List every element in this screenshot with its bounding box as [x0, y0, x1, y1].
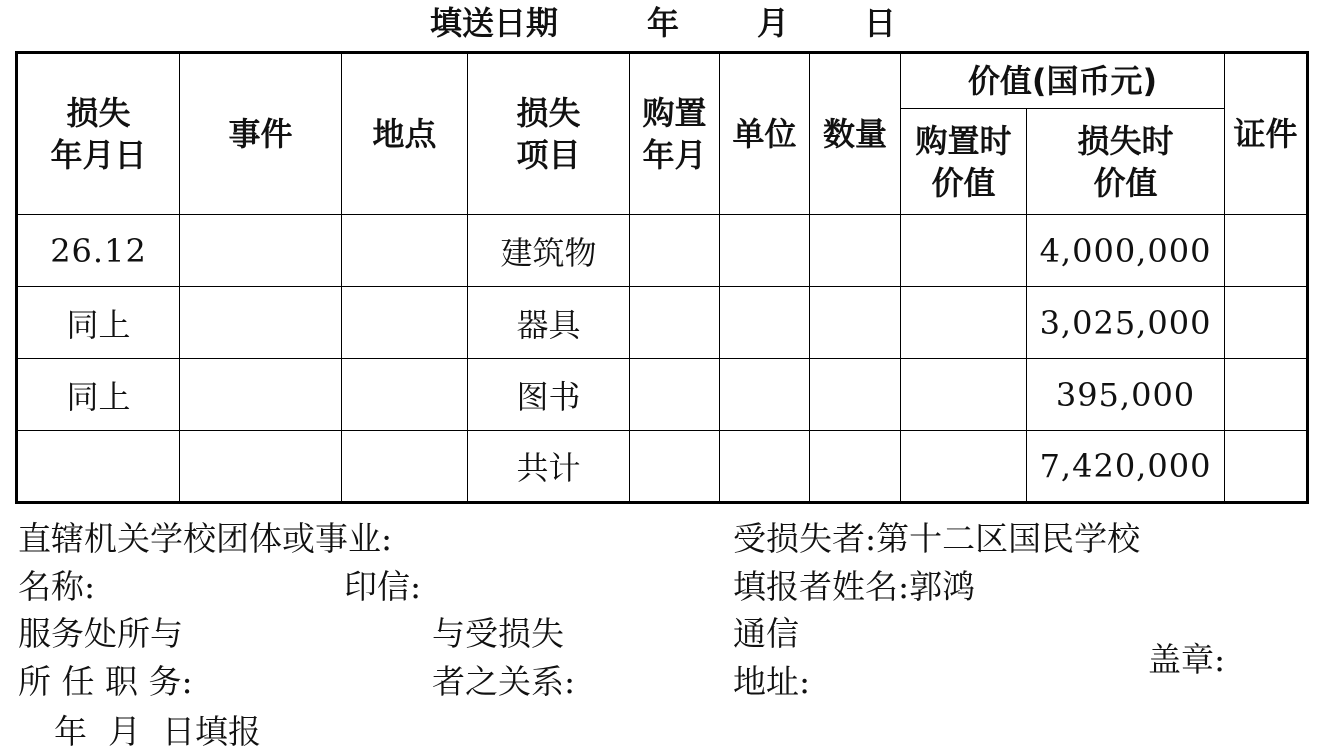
org-label: 直辖机关学校团体或事业:: [18, 519, 393, 558]
header-value-group: 价值(国币元): [901, 53, 1225, 109]
cell-loss-value: 395,000: [1027, 359, 1225, 431]
cell-location: [342, 431, 468, 503]
cell-certificate: [1225, 215, 1308, 287]
cell-purchase-value: [901, 359, 1027, 431]
cell-purchase-value: [901, 431, 1027, 503]
cell-purchase-value: [901, 287, 1027, 359]
cell-unit: [720, 287, 810, 359]
report-date: 年 月 日填报: [54, 712, 261, 751]
header-purchase-date: 购置 年月: [630, 53, 720, 215]
cell-quantity: [810, 431, 901, 503]
header-certificate: 证件: [1225, 53, 1308, 215]
cell-certificate: [1225, 359, 1308, 431]
fill-date-day: 日: [864, 4, 897, 42]
position-label: 所 任 职 务:: [18, 662, 193, 701]
cell-quantity: [810, 359, 901, 431]
cell-unit: [720, 215, 810, 287]
header-quantity: 数量: [810, 53, 901, 215]
cell-loss-value: 7,420,000: [1027, 431, 1225, 503]
cell-quantity: [810, 287, 901, 359]
header-event: 事件: [180, 53, 342, 215]
victim-name: 受损失者:第十二区国民学校: [733, 519, 1141, 558]
name-label: 名称:: [18, 567, 96, 606]
cell-purchase-date: [630, 215, 720, 287]
cell-item: 器具: [468, 287, 630, 359]
cell-event: [180, 431, 342, 503]
reporter-name: 填报者姓名:郭鸿: [733, 567, 976, 606]
table-row-total: [17, 431, 1308, 503]
header-value-at-loss: 损失时 价值: [1027, 109, 1225, 215]
loss-report-table: [15, 51, 1309, 504]
cell-item: 图书: [468, 359, 630, 431]
cell-certificate: [1225, 287, 1308, 359]
cell-purchase-date: [630, 431, 720, 503]
cell-date: 同上: [17, 287, 180, 359]
cell-location: [342, 359, 468, 431]
cell-unit: [720, 359, 810, 431]
cell-quantity: [810, 215, 901, 287]
cell-loss-value: 3,025,000: [1027, 287, 1225, 359]
cell-purchase-value: [901, 215, 1027, 287]
header-location: 地点: [342, 53, 468, 215]
header-loss-item: 损失 项目: [468, 53, 630, 215]
cell-certificate: [1225, 431, 1308, 503]
fill-date-year: 年: [647, 4, 680, 42]
cell-purchase-date: [630, 359, 720, 431]
cell-event: [180, 215, 342, 287]
fill-date-month: 月: [757, 4, 790, 42]
cell-unit: [720, 431, 810, 503]
table-row: [17, 287, 1308, 359]
relation-label-2: 者之关系:: [432, 662, 576, 701]
fill-date-label: 填送日期: [430, 4, 559, 42]
stamp-label: 盖章:: [1148, 640, 1226, 679]
contact-label-1: 通信: [733, 614, 799, 653]
cell-event: [180, 287, 342, 359]
relation-label-1: 与受损失: [432, 614, 564, 653]
header-value-at-purchase: 购置时 价值: [901, 109, 1027, 215]
cell-item: 建筑物: [468, 215, 630, 287]
office-label: 服务处所与: [18, 614, 183, 653]
table-row: [17, 359, 1308, 431]
cell-item: 共计: [468, 431, 630, 503]
cell-date: 同上: [17, 359, 180, 431]
contact-label-2: 地址:: [733, 662, 811, 701]
cell-date: 26.12: [17, 215, 180, 287]
cell-date: [17, 431, 180, 503]
table-row: [17, 215, 1308, 287]
seal-label: 印信:: [344, 567, 422, 606]
header-loss-date: 损失 年月日: [17, 53, 180, 215]
fill-date-header: [0, 0, 1327, 46]
header-unit: 单位: [720, 53, 810, 215]
cell-event: [180, 359, 342, 431]
cell-location: [342, 287, 468, 359]
cell-location: [342, 215, 468, 287]
cell-purchase-date: [630, 287, 720, 359]
cell-loss-value: 4,000,000: [1027, 215, 1225, 287]
